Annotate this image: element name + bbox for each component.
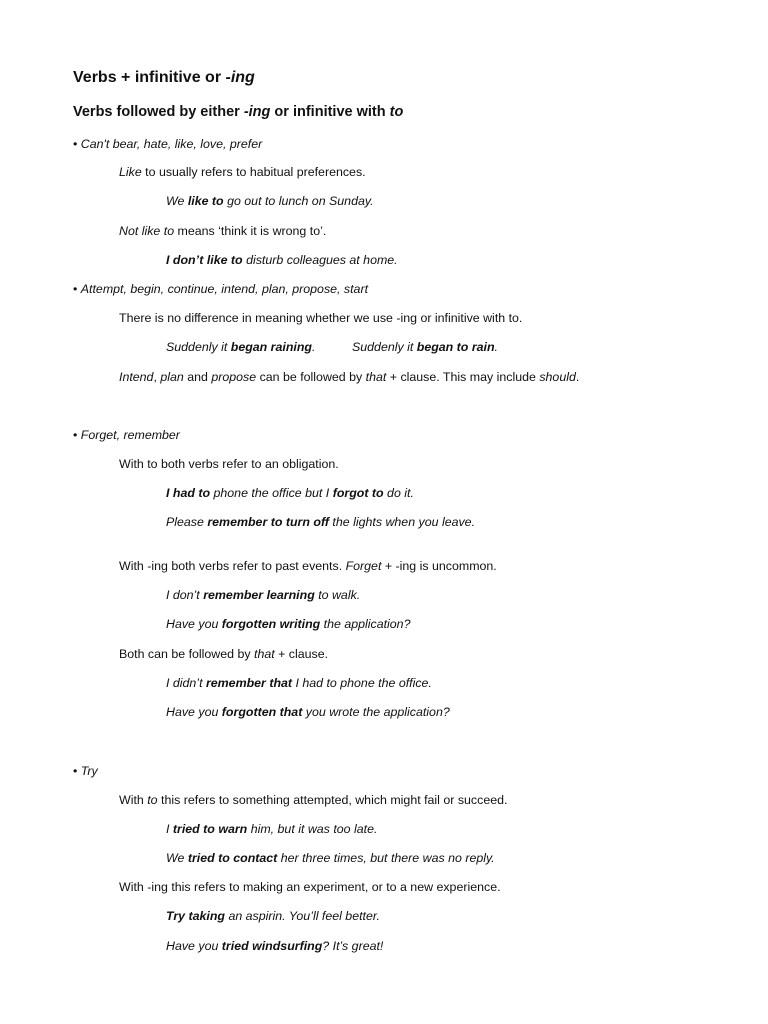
bullet-heading-try: • Try	[73, 764, 98, 778]
note-line: With -ing this refers to making an experiment, or to a new experience.	[119, 880, 501, 894]
example-sentence: Try taking an aspirin. You’ll feel better.	[166, 909, 380, 923]
example-sentence: I tried to warn him, but it was too late.	[166, 822, 378, 836]
bullet-heading-attempt: • Attempt, begin, continue, intend, plan, propose, start	[73, 282, 369, 296]
example-sentence: Suddenly it began to rain.	[352, 340, 498, 354]
example-sentence: I didn’t remember that I had to phone the office.	[166, 676, 432, 690]
note-line: Intend, plan and propose can be followed by that + clause. This may include should.	[119, 370, 580, 384]
note-line: Both can be followed by that + clause.	[119, 647, 329, 661]
note-line: Like to usually refers to habitual preferences.	[119, 165, 366, 179]
note-line: With to both verbs refer to an obligation.	[119, 457, 339, 471]
section-subtitle: Verbs followed by either -ing or infinitive with to	[73, 104, 404, 120]
note-line: With to this refers to something attempted, which might fail or succeed.	[119, 793, 508, 807]
example-sentence: Have you tried windsurfing? It’s great!	[166, 939, 384, 953]
example-sentence: I had to phone the office but I forgot to do it.	[166, 486, 414, 500]
example-sentence: We tried to contact her three times, but there was no reply.	[166, 851, 495, 865]
example-sentence: I don’t remember learning to walk.	[166, 588, 361, 602]
bullet-heading-forget: • Forget, remember	[73, 428, 180, 442]
example-sentence: Suddenly it began raining.	[166, 340, 316, 354]
bullet-heading-like: • Can't bear, hate, like, love, prefer	[73, 137, 263, 151]
page-title: Verbs + infinitive or -ing	[73, 69, 255, 86]
note-line: With -ing both verbs refer to past events. Forget + -ing is uncommon.	[119, 559, 497, 573]
example-sentence: Have you forgotten writing the application?	[166, 617, 411, 631]
example-sentence: Have you forgotten that you wrote the application?	[166, 705, 450, 719]
example-sentence: Please remember to turn off the lights when you leave.	[166, 515, 476, 529]
example-sentence: We like to go out to lunch on Sunday.	[166, 194, 374, 208]
example-sentence: I don’t like to disturb colleagues at home.	[166, 253, 398, 267]
note-line: Not like to means ‘think it is wrong to’.	[119, 224, 327, 238]
note-line: There is no difference in meaning whether we use -ing or infinitive with to.	[119, 311, 523, 325]
